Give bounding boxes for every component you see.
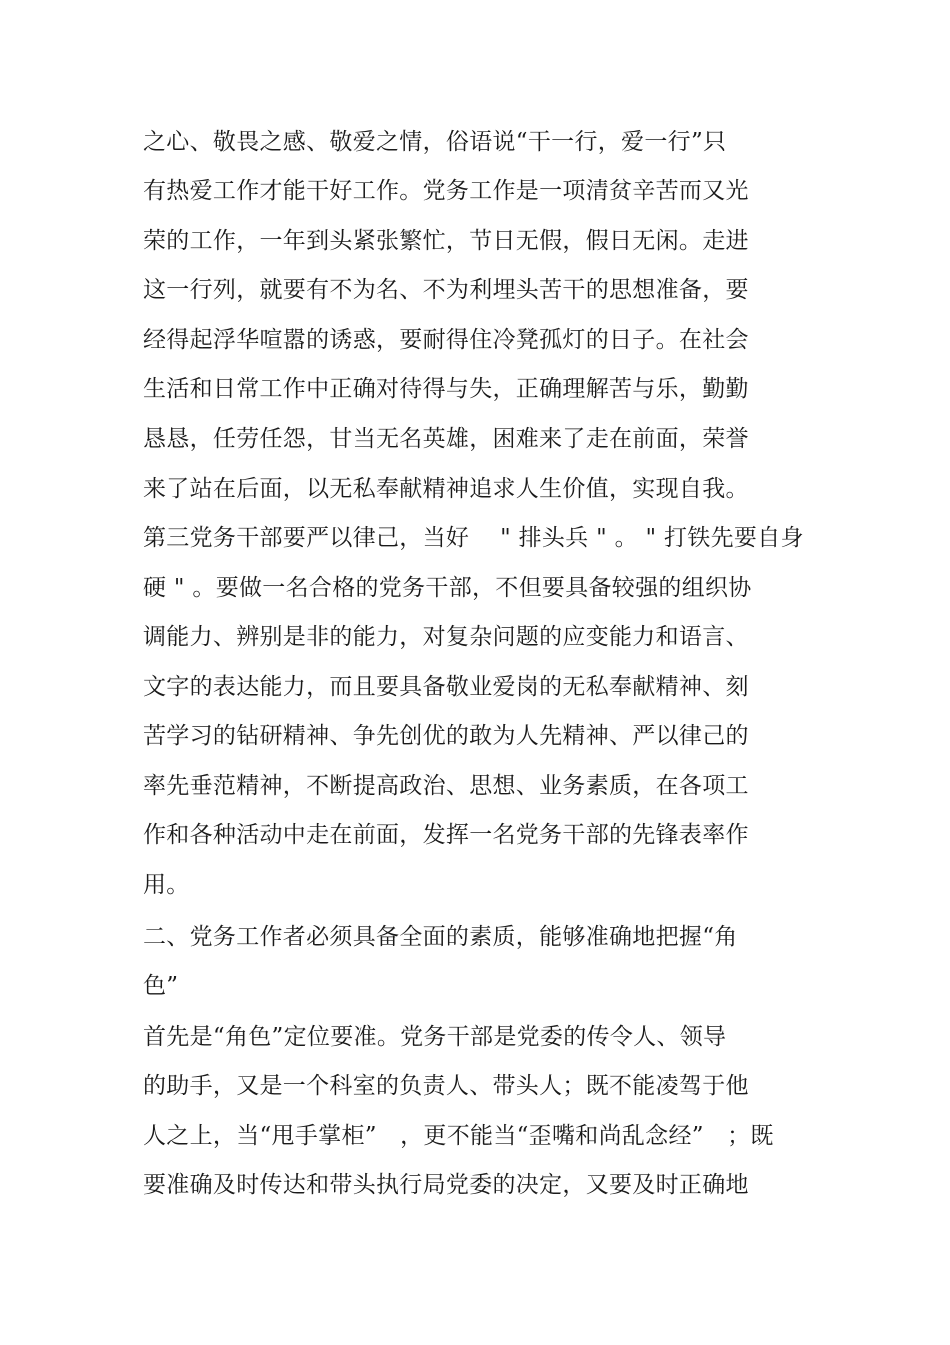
text-line: 经得起浮华喧嚣的诱惑，要耐得住冷凳孤灯的日子。在社会 bbox=[143, 327, 749, 353]
text-line: 生活和日常工作中正确对待得与失，正确理解苦与乐，勤勤 bbox=[143, 376, 749, 402]
text-line: 作和各种活动中走在前面，发挥一名党务干部的先锋表率作 bbox=[143, 822, 749, 848]
text-line: 调能力、辨别是非的能力，对复杂问题的应变能力和语言、 bbox=[143, 624, 749, 650]
section-heading-line: 色” bbox=[143, 973, 179, 999]
text-line: 之心、敬畏之感、敬爱之情，俗语说“干一行，爱一行”只 bbox=[143, 129, 727, 155]
text-line: 率先垂范精神，不断提高政治、思想、业务素质，在各项工 bbox=[143, 773, 749, 799]
section-heading-line: 二、党务工作者必须具备全面的素质，能够准确地把握“角 bbox=[143, 924, 738, 950]
text-line: 有热爱工作才能干好工作。党务工作是一项清贫辛苦而又光 bbox=[143, 178, 749, 204]
text-line: 恳恳，任劳任怨，甘当无名英雄，困难来了走在前面，荣誉 bbox=[143, 426, 749, 452]
text-line: 第三党务干部要严以律己，当好 " 排头兵 " 。 " 打铁先要自身 bbox=[143, 525, 804, 551]
text-line: 要准确及时传达和带头执行局党委的决定，又要及时正确地 bbox=[143, 1172, 749, 1198]
text-line: 这一行列，就要有不为名、不为利埋头苦干的思想准备，要 bbox=[143, 277, 749, 303]
text-line: 硬 " 。要做一名合格的党务干部，不但要具备较强的组织协 bbox=[143, 575, 752, 601]
text-line: 苦学习的钻研精神、争先创优的敢为人先精神、严以律己的 bbox=[143, 723, 749, 749]
text-line: 用。 bbox=[143, 872, 190, 898]
text-line: 人之上，当“甩手掌柜” ，更不能当“歪嘴和尚乱念经” ；既 bbox=[143, 1123, 774, 1149]
text-line: 荣的工作，一年到头紧张繁忙，节日无假，假日无闲。走进 bbox=[143, 228, 749, 254]
text-line: 文字的表达能力，而且要具备敬业爱岗的无私奉献精神、刻 bbox=[143, 674, 749, 700]
text-line: 首先是“角色”定位要准。党务干部是党委的传令人、领导 bbox=[143, 1024, 727, 1050]
text-line: 来了站在后面，以无私奉献精神追求人生价值，实现自我。 bbox=[143, 476, 749, 502]
text-line: 的助手，又是一个科室的负责人、带头人；既不能凌驾于他 bbox=[143, 1073, 749, 1099]
